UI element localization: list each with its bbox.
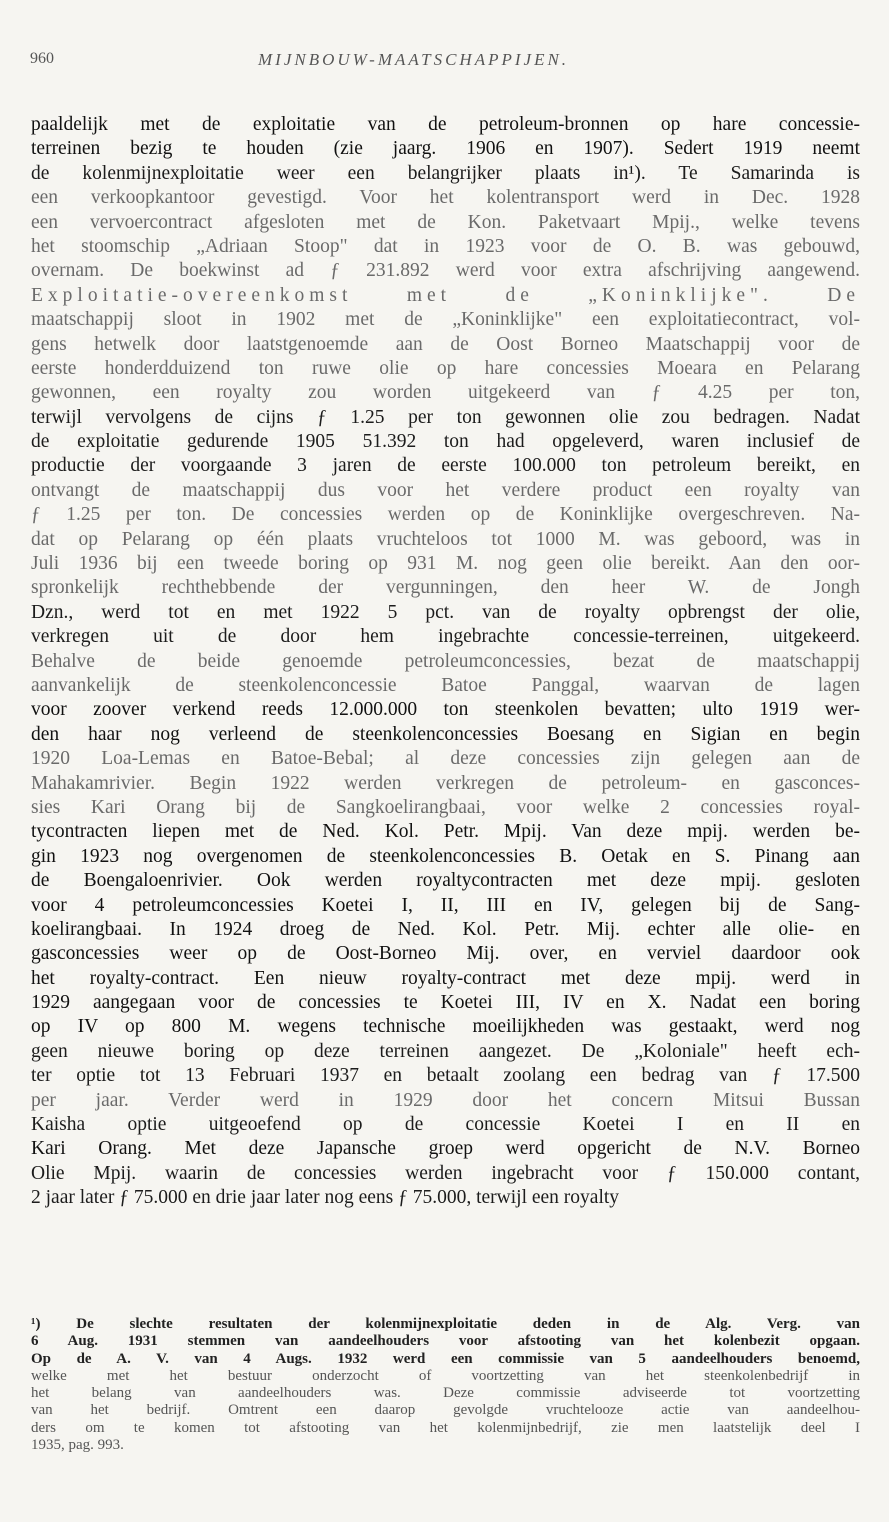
footnote-line: 6 Aug. 1931 stemmen van aandeelhouders voor afstooting van het kolenbezit opgaan.: [31, 1333, 860, 1350]
text-line: ontvangt de maatschappij dus voor het verdere product een royalty van: [31, 479, 860, 501]
text-line: een verkoopkantoor gevestigd. Voor het kolentransport werd in Dec. 1928: [31, 187, 860, 209]
text-line: het royalty-contract. Een nieuw royalty-contract met deze mpij. werd in: [31, 967, 860, 989]
text-line: sies Kari Orang bij de Sangkoelirangbaai, voor welke 2 concessies royal-: [31, 796, 860, 818]
text-line: ƒ 1.25 per ton. De concessies werden op de Koninklijke overgeschreven. Na-: [31, 504, 860, 526]
text-line: terreinen bezig te houden (zie jaarg. 1906 en 1907). Sedert 1919 neemt: [31, 138, 860, 160]
text-line: geen nieuwe boring op deze terreinen aangezet. De „Koloniale" heeft ech-: [31, 1040, 860, 1062]
text-line: Kaisha optie uitgeoefend op de concessie Koetei I en II en: [31, 1114, 860, 1136]
text-line: op IV op 800 M. wegens technische moeilijkheden was gestaakt, werd nog: [31, 1016, 860, 1038]
text-line: terwijl vervolgens de cijns ƒ 1.25 per ton gewonnen olie zou bedragen. Nadat: [31, 406, 860, 428]
page-number: 960: [30, 50, 54, 67]
text-line: verkregen uit de door hem ingebrachte concessie-terreinen, uitgekeerd.: [31, 626, 860, 648]
text-line: paaldelijk met de exploitatie van de petroleum-bronnen op hare concessie-: [31, 114, 860, 135]
text-line: Kari Orang. Met deze Japansche groep werd opgericht de N.V. Borneo: [31, 1138, 860, 1160]
text-line: gewonnen, een royalty zou worden uitgekeerd van ƒ 4.25 per ton,: [31, 382, 860, 404]
text-line: dat op Pelarang op één plaats vruchteloos tot 1000 M. was geboord, was in: [31, 528, 860, 550]
text-line: per jaar. Verder werd in 1929 door het concern Mitsui Bussan: [31, 1089, 860, 1111]
text-line: voor 4 petroleumconcessies Koetei I, II, III en IV, gelegen bij de Sang-: [31, 894, 860, 916]
text-line: de kolenmijnexploitatie weer een belangrijker plaats in¹). Te Samarinda is: [31, 162, 860, 184]
text-line: 1929 aangegaan voor de concessies te Koetei III, IV en X. Nadat een boring: [31, 992, 860, 1014]
text-line: Olie Mpij. waarin de concessies werden ingebracht voor ƒ 150.000 contant,: [31, 1162, 860, 1184]
text-line: het stoomschip „Adriaan Stoop" dat in 1923 voor de O. B. was gebouwd,: [31, 235, 860, 257]
text-line: 1920 Loa-Lemas en Batoe-Bebal; al deze concessies zijn gelegen aan de: [31, 748, 860, 770]
footnote-line: 1935, pag. 993.: [31, 1437, 124, 1454]
text-line: tycontracten liepen met de Ned. Kol. Petr. Mpij. Van deze mpij. werden be-: [31, 821, 860, 843]
footnote-line: ders om te komen tot afstooting van het kolenmijnbedrijf, zie men laatstelijk deel I: [31, 1419, 860, 1436]
section-heading-line: Exploitatie-overeenkomst met de „Koninklijke". De: [31, 284, 860, 306]
text-line: den haar nog verleend de steenkolenconcessies Boesang en Sigian en begin: [31, 723, 860, 745]
text-line: Dzn., werd tot en met 1922 5 pct. van de royalty opbrengst der olie,: [31, 601, 860, 623]
text-line: Behalve de beide genoemde petroleumconcessies, bezat de maatschappij: [31, 650, 860, 672]
text-line: koelirangbaai. In 1924 droeg de Ned. Kol. Petr. Mij. echter alle olie- en: [31, 918, 860, 940]
text-line: maatschappij sloot in 1902 met de „Koninklijke" een exploitatiecontract, vol-: [31, 309, 860, 331]
text-line: een vervoercontract afgesloten met de Kon. Paketvaart Mpij., welke tevens: [31, 211, 860, 233]
text-line: aanvankelijk de steenkolenconcessie Batoe Panggal, waarvan de lagen: [31, 674, 860, 696]
text-line: ter optie tot 13 Februari 1937 en betaalt zoolang een bedrag van ƒ 17.500: [31, 1065, 860, 1087]
text-line: overnam. De boekwinst ad ƒ 231.892 werd voor extra afschrijving aangewend.: [31, 260, 860, 282]
text-line: gasconcessies weer op de Oost-Borneo Mij. over, en verviel daardoor ook: [31, 943, 860, 965]
page-header: [30, 50, 859, 74]
text-line: eerste honderdduizend ton ruwe olie op hare concessies Moeara en Pelarang: [31, 357, 860, 379]
text-line: productie der voorgaande 3 jaren de eerste 100.000 ton petroleum bereikt, en: [31, 455, 860, 477]
footnote-line: Op de A. V. van 4 Augs. 1932 werd een commissie van 5 aandeelhouders benoemd,: [31, 1350, 860, 1367]
text-line: spronkelijk rechthebbende der vergunningen, den heer W. de Jongh: [31, 577, 860, 599]
text-line: Juli 1936 bij een tweede boring op 931 M. nog geen olie bereikt. Aan den oor-: [31, 553, 860, 575]
text-line: de exploitatie gedurende 1905 51.392 ton had opgeleverd, waren inclusief de: [31, 431, 860, 453]
footnote-line: het belang van aandeelhouders was. Deze commissie adviseerde tot voortzetting: [31, 1385, 860, 1402]
main-text: [31, 113, 860, 1211]
text-line: Mahakamrivier. Begin 1922 werden verkregen de petroleum- en gasconces-: [31, 772, 860, 794]
footnote-line: welke met het bestuur onderzocht of voortzetting van het steenkolenbedrijf in: [31, 1367, 860, 1384]
footnotes: [31, 1316, 860, 1454]
text-line: 2 jaar later ƒ 75.000 en drie jaar later nog eens ƒ 75.000, terwijl een royalty: [31, 1187, 620, 1209]
running-title: MIJNBOUW-MAATSCHAPPIJEN.: [258, 50, 570, 69]
footnote-line: van het bedrijf. Omtrent een daarop gevolgde vruchtelooze actie van aandeelhou-: [31, 1402, 860, 1419]
text-line: voor zoover verkend reeds 12.000.000 ton steenkolen bevatten; ulto 1919 wer-: [31, 699, 860, 721]
text-line: gens hetwelk door laatstgenoemde aan de Oost Borneo Maatschappij voor de: [31, 333, 860, 355]
text-line: de Boengaloenrivier. Ook werden royaltycontracten met deze mpij. gesloten: [31, 870, 860, 892]
text-line: gin 1923 nog overgenomen de steenkolenconcessies B. Oetak en S. Pinang aan: [31, 845, 860, 867]
footnote-line: ¹) De slechte resultaten der kolenmijnexploitatie deden in de Alg. Verg. van: [31, 1316, 860, 1332]
